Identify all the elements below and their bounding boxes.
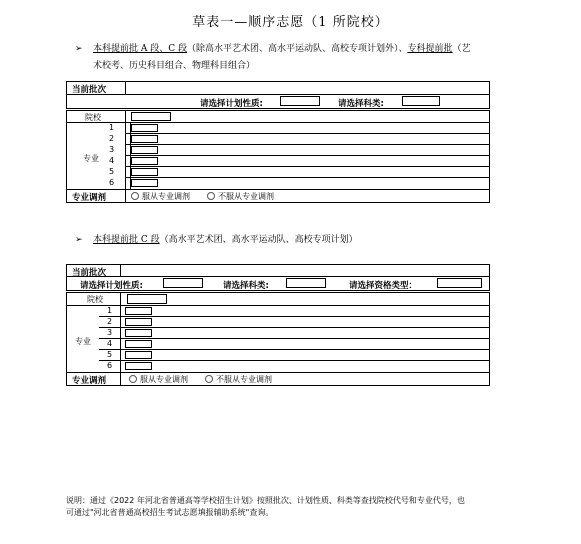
major-number: 3 — [109, 145, 115, 154]
major-number: 6 — [107, 361, 113, 370]
major-code-input[interactable] — [131, 124, 158, 132]
plan-nature-label: 请选择计划性质: — [80, 281, 143, 291]
major-code-input[interactable] — [131, 179, 158, 187]
major-code-input[interactable] — [131, 157, 158, 165]
major-code-input[interactable] — [131, 168, 158, 176]
major-number: 1 — [109, 123, 115, 132]
qualification-input[interactable] — [437, 278, 482, 288]
adjust-accept-radio[interactable]: 服从专业调剂 — [129, 374, 188, 385]
adjust-row — [66, 372, 490, 386]
major-code-input[interactable] — [125, 362, 152, 370]
adjust-label: 专业调剂 — [72, 376, 107, 386]
qualification-label: 请选择资格类型： — [349, 281, 418, 291]
college-code-input[interactable] — [127, 294, 167, 304]
major-code-input[interactable] — [125, 340, 152, 348]
major-number: 2 — [107, 317, 113, 326]
major-label: 专业 — [75, 337, 91, 346]
college-label: 院校 — [85, 113, 101, 122]
major-code-input[interactable] — [131, 135, 158, 143]
major-label: 专业 — [83, 154, 99, 163]
college-code-input[interactable] — [131, 112, 171, 121]
major-number: 2 — [109, 134, 115, 143]
major-number: 4 — [109, 156, 115, 165]
section1-tail-text: （艺 — [452, 44, 471, 54]
section2-rest-text: （高水平艺术团、高水平运动队、高校专项计划） — [159, 235, 358, 245]
major-number: 5 — [109, 167, 115, 176]
adjust-label: 专业调剂 — [72, 193, 107, 203]
major-code-input[interactable] — [125, 318, 152, 326]
plan-nature-input[interactable] — [163, 278, 203, 288]
adjust-reject-radio[interactable]: 不服从专业调剂 — [207, 191, 274, 202]
adjust-accept-radio[interactable]: 服从专业调剂 — [131, 191, 190, 202]
section1-link-undergrad[interactable]: 本科提前批 A 段、C 段 — [93, 44, 187, 54]
college-major-table — [66, 110, 490, 190]
arrow-bullet-icon: ➢ — [75, 44, 83, 54]
arrow-bullet-icon: ➢ — [75, 235, 83, 245]
subject-label: 请选择科类: — [338, 99, 384, 109]
adjust-reject-radio[interactable]: 不服从专业调剂 — [205, 374, 272, 385]
major-code-input[interactable] — [125, 307, 152, 315]
section2-link-undergrad-c[interactable]: 本科提前批 C 段 — [93, 235, 160, 245]
plan-subject-qual-row — [66, 276, 490, 291]
page-title: 草表一—顺序志愿（1 所院校） — [192, 15, 389, 30]
section1-link-junior[interactable]: 专科提前批 — [407, 44, 453, 54]
current-batch-label: 当前批次 — [72, 268, 107, 278]
footer-note — [66, 495, 536, 519]
major-code-input[interactable] — [131, 146, 158, 154]
subject-input[interactable] — [402, 96, 440, 106]
major-number: 4 — [107, 339, 113, 348]
section1-heading — [75, 41, 533, 75]
adjust-row — [66, 189, 490, 203]
current-batch-row — [66, 81, 490, 95]
note-line1: 说明：通过《2022 年河北省普通高等学校招生计划》按照批次、计划性质、科类等查找院校代号和专业代号，也 — [66, 496, 465, 505]
subject-input[interactable] — [286, 278, 326, 288]
current-batch-label: 当前批次 — [72, 85, 107, 95]
major-number: 6 — [109, 178, 115, 187]
section1-mid-text: （除高水平艺术团、高水平运动队、高校专项计划外）、 — [186, 44, 408, 54]
major-number: 5 — [107, 350, 113, 359]
section2-heading — [75, 232, 533, 249]
college-label: 院校 — [87, 295, 103, 304]
plan-subject-row — [66, 94, 490, 109]
major-code-input[interactable] — [125, 329, 152, 337]
major-code-input[interactable] — [125, 351, 152, 359]
major-number: 1 — [107, 306, 113, 315]
subject-label: 请选择科类: — [223, 281, 269, 291]
major-number: 3 — [107, 328, 113, 337]
plan-nature-input[interactable] — [280, 96, 320, 106]
section1-line2: 术校考、历史科目组合、物理科目组合） — [93, 61, 256, 71]
plan-nature-label: 请选择计划性质: — [200, 99, 263, 109]
college-major-table — [66, 292, 490, 373]
note-line2: 可通过"河北省普通高校招生考试志愿填报辅助系统"查询。 — [66, 508, 274, 517]
